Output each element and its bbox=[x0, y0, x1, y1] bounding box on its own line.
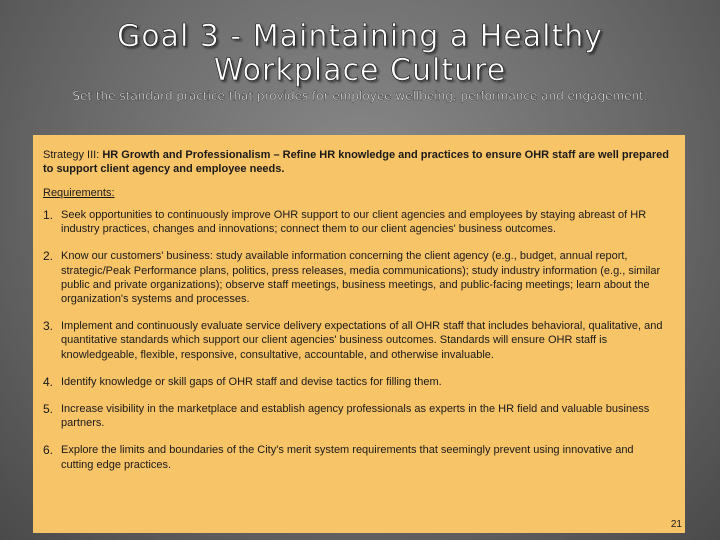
list-item-text: Identify knowledge or skill gaps of OHR staff and devise tactics for filling them. bbox=[61, 375, 442, 388]
requirements-heading: Requirements: bbox=[43, 187, 115, 199]
list-item-text: Seek opportunities to continuously improve OHR support to our client agencies and employees by staying abreast of HR industry practices, changes and innovations; connect them to our client agencies' business outcomes. bbox=[61, 209, 647, 236]
list-item-number: 3. bbox=[43, 319, 54, 334]
list-item-text: Implement and continuously evaluate service delivery expectations of all OHR staff that includes behavioral, qualitative, and quantitative standards which support our client agencies' business outcomes. Standards will ensure OHR staff is knowledgeable, flexible, responsive, consultative, accountable, and otherwise invaluable. bbox=[61, 320, 663, 361]
slide-title-line2: Workplace Culture bbox=[213, 53, 507, 88]
slide-title-line1: Goal 3 - Maintaining a Healthy bbox=[116, 19, 604, 54]
strategy-title: HR Growth and Professionalism – Refine HR knowledge and practices to ensure OHR staff are well prepared to support client agency and employee needs. bbox=[43, 149, 669, 175]
strategy-statement bbox=[43, 148, 675, 176]
slide-title bbox=[0, 20, 720, 88]
list-item bbox=[43, 375, 675, 389]
list-item-text: Increase visibility in the marketplace and establish agency professionals as experts in the HR field and valuable business partners. bbox=[61, 403, 650, 430]
content-panel bbox=[33, 135, 685, 533]
page-number: 21 bbox=[670, 519, 682, 530]
list-item bbox=[43, 319, 675, 362]
list-item-number: 4. bbox=[43, 374, 54, 389]
list-item-number: 6. bbox=[43, 443, 54, 458]
list-item bbox=[43, 208, 675, 236]
strategy-prefix: Strategy III: bbox=[43, 149, 103, 161]
list-item-number: 5. bbox=[43, 402, 54, 417]
requirements-list bbox=[43, 208, 675, 472]
list-item-text: Explore the limits and boundaries of the City's merit system requirements that seemingly prevent using innovative and cutting edge practices. bbox=[61, 444, 634, 471]
list-item-text: Know our customers' business: study available information concerning the client agency (e.g., budget, annual report, strategic/Peak Performance plans, politics, press releases, media communications); study industry information (e.g., similar public and private organizations); observe staff meetings, business meetings, and public-facing meetings; learn about the organization's systems and processes. bbox=[61, 250, 661, 306]
list-item bbox=[43, 249, 675, 306]
list-item-number: 1. bbox=[43, 208, 54, 222]
list-item-number: 2. bbox=[43, 249, 54, 264]
list-item bbox=[43, 402, 675, 430]
slide-subtitle: Set the standard practice that provides for employee wellbeing, performance and engagement. bbox=[72, 89, 648, 103]
list-item bbox=[43, 443, 675, 471]
